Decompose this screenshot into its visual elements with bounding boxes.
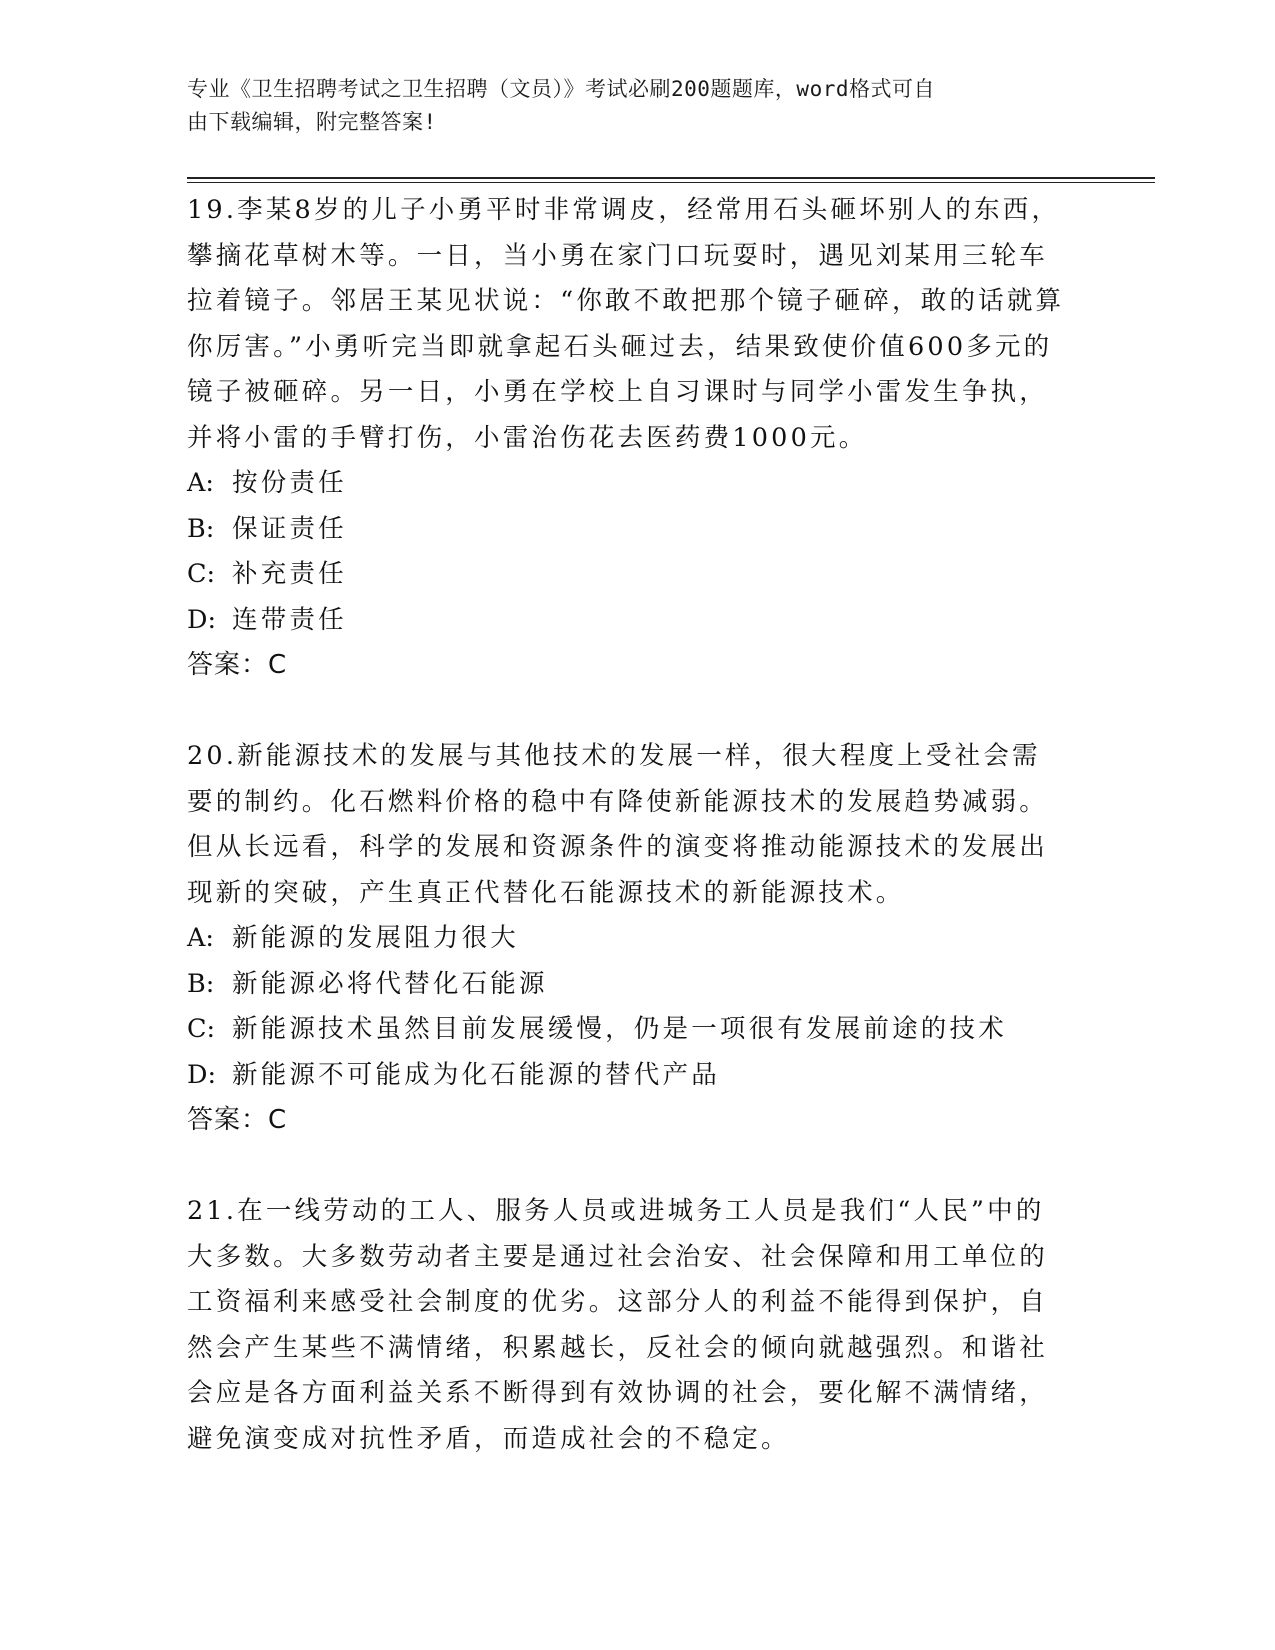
question-text: 20.新能源技术的发展与其他技术的发展一样，很大程度上受社会需要的制约。化石燃料价格的稳中有降使新能源技术的发展趋势减弱。但从长远看，科学的发展和资源条件的演变将推动能源技术的发展出现新的突破，产生真正代替化石能源技术的新能源技术。 [187, 741, 1049, 908]
answer-line: 答案：C [187, 1105, 288, 1135]
question-20 [187, 734, 1067, 1144]
option-label: 新能源技术虽然目前发展缓慢，仍是一项很有发展前途的技术 [232, 1014, 1007, 1044]
option-a [187, 461, 1067, 507]
question-text: 21.在一线劳动的工人、服务人员或进城务工人员是我们“人民”中的大多数。大多数劳动者主要是通过社会治安、社会保障和用工单位的工资福利来感受社会制度的优劣。这部分人的利益不能得到保护，自然会产生某些不满情绪，积累越长，反社会的倾向就越强烈。和谐社会应是各方面利益关系不断得到有效协调的社会，要化解不满情绪，避免演变成对抗性矛盾，而造成社会的不稳定。 [187, 1196, 1049, 1454]
option-label: 新能源必将代替化石能源 [232, 968, 548, 999]
option-key: D: [187, 604, 217, 635]
header-title-line-1: 专业《卫生招聘考试之卫生招聘（文员）》考试必刷200题题库，word格式可自 [187, 77, 935, 101]
option-key: B: [187, 513, 215, 544]
option-label: 补充责任 [232, 559, 347, 589]
option-label: 连带责任 [232, 604, 347, 635]
question-19 [187, 188, 1067, 689]
option-key: A: [187, 923, 215, 953]
option-label: 新能源不可能成为化石能源的替代产品 [232, 1059, 720, 1090]
option-c [187, 552, 1067, 598]
option-c [187, 1007, 1067, 1053]
option-b [187, 962, 1067, 1008]
header-title-line-2: 由下载编辑，附完整答案! [187, 110, 437, 134]
option-a [187, 916, 1067, 962]
option-key: D: [187, 1059, 217, 1090]
option-key: C: [187, 1014, 216, 1044]
option-d [187, 598, 1067, 644]
answer-line: 答案：C [187, 650, 288, 680]
document-header [187, 73, 1067, 139]
header-rule-thin [187, 182, 1155, 183]
option-label: 按份责任 [232, 468, 347, 498]
option-key: A: [187, 468, 215, 498]
header-rule-thick [187, 177, 1155, 179]
option-d [187, 1053, 1067, 1099]
option-key: C: [187, 559, 216, 589]
option-label: 新能源的发展阻力很大 [232, 923, 520, 953]
question-text: 19.李某8岁的儿子小勇平时非常调皮，经常用石头砸坏别人的东西，攀摘花草树木等。一日，当小勇在家门口玩耍时，遇见刘某用三轮车拉着镜子。邻居王某见状说：“你敢不敢把那个镜子砸碎，敢的话就算你厉害。”小勇听完当即就拿起石头砸过去，结果致使价值600多元的镜子被砸碎。另一日，小勇在学校上自习课时与同学小雷发生争执，并将小雷的手臂打伤，小雷治伤花去医药费1000元。 [187, 195, 1065, 453]
question-21 [187, 1189, 1067, 1462]
option-label: 保证责任 [232, 513, 347, 544]
option-key: B: [187, 968, 215, 999]
option-b [187, 507, 1067, 553]
